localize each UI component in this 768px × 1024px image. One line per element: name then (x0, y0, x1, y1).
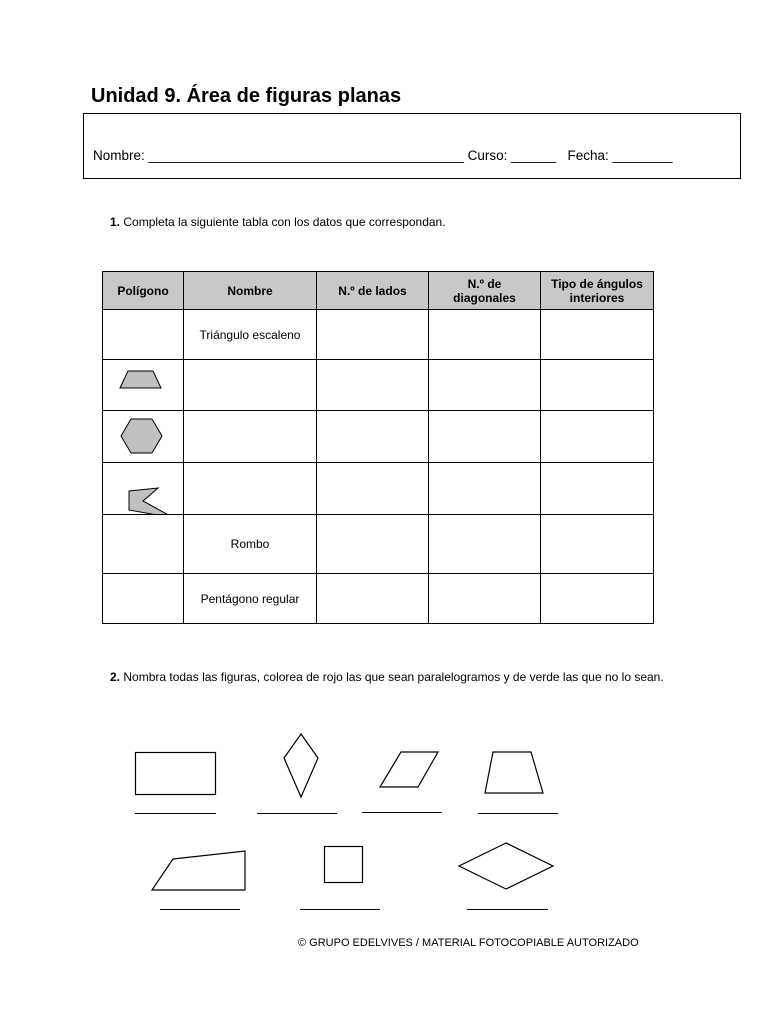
answer-line-4[interactable] (478, 813, 558, 814)
cell-name: Triángulo escaleno (184, 310, 317, 360)
page-title: Unidad 9. Área de figuras planas (91, 85, 402, 107)
trapezoid-figure-icon (485, 752, 543, 793)
kite-icon (284, 734, 318, 797)
header-nombre: Nombre (184, 272, 317, 310)
cell-name: Pentágono regular (184, 574, 317, 624)
name-field-label[interactable]: Nombre: __________________________________________ (93, 148, 464, 163)
curso-field-label[interactable]: Curso: ______ (467, 148, 557, 163)
trapezoid-irregular-icon (152, 851, 245, 890)
fecha-field-label[interactable]: Fecha: ________ (567, 148, 673, 163)
header-lados: N.º de lados (317, 272, 429, 310)
exercise-1-number: 1. (110, 215, 121, 229)
cell-name: Rombo (184, 515, 317, 574)
answer-line-6[interactable] (300, 909, 380, 910)
exercise-1-text: Completa la siguiente tabla con los datos que correspondan. (123, 215, 446, 229)
exercise-2-number: 2. (110, 670, 121, 684)
answer-line-7[interactable] (467, 909, 548, 910)
square-icon (325, 847, 363, 883)
rectangle-icon (136, 753, 216, 795)
answer-line-1[interactable] (135, 813, 216, 814)
answer-line-5[interactable] (160, 909, 240, 910)
answer-line-2[interactable] (257, 813, 337, 814)
header-poligono: Polígono (103, 272, 184, 310)
copyright-footer: © GRUPO EDELVIVES / MATERIAL FOTOCOPIABLE AUTORIZADO (298, 937, 639, 949)
header-diagonales: N.º de diagonales (429, 272, 541, 310)
exercise-2-text: Nombra todas las figuras, colorea de rojo las que sean paralelogramos y de verde las que no lo sean. (123, 670, 664, 684)
rhomboid-icon (380, 752, 438, 787)
header-angulos: Tipo de ángulos interiores (541, 272, 654, 310)
rhombus-icon (459, 843, 553, 889)
answer-line-3[interactable] (362, 812, 442, 813)
